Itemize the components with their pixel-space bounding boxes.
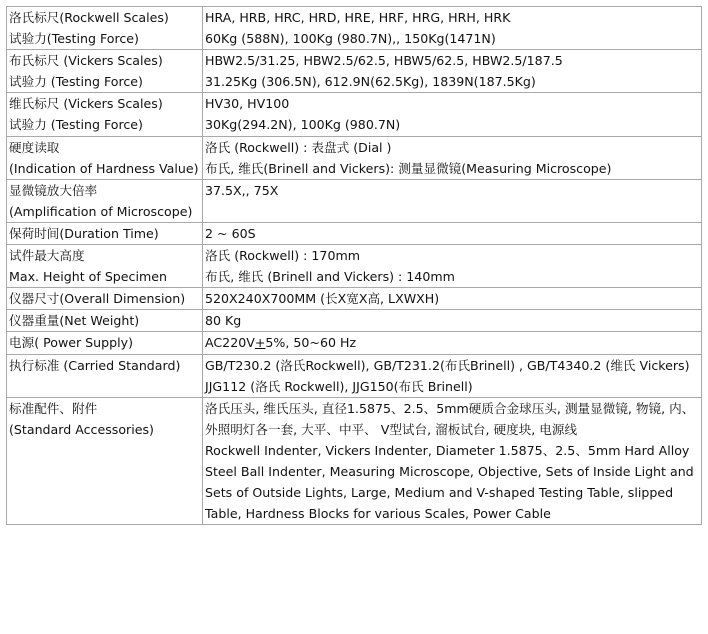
- row-value: [203, 93, 702, 136]
- row-label: [7, 310, 203, 332]
- label-line: 仪器尺寸(Overall Dimension): [9, 291, 186, 307]
- label-line: 电源( Power Supply): [9, 335, 134, 351]
- label-line: (Indication of Hardness Value): [9, 160, 199, 176]
- label-line: 仪器重量(Net Weight): [9, 313, 140, 329]
- value-line: 30Kg(294.2N), 100Kg (980.7N): [205, 117, 401, 133]
- row-label: [7, 93, 203, 136]
- value-line: HRA, HRB, HRC, HRD, HRE, HRF, HRG, HRH, HRK: [205, 10, 511, 25]
- row-label: [7, 7, 203, 50]
- label-line: 硬度读取: [9, 139, 60, 155]
- value-line: 布氏, 维氏(Brinell and Vickers): 测量显微镜(Measuring Microscope): [205, 160, 612, 176]
- table-row-rockwell-scales: [7, 7, 702, 50]
- row-label: [7, 179, 203, 222]
- value-line: 31.25Kg (306.5N), 612.9N(62.5Kg), 1839N(187.5Kg): [205, 74, 536, 90]
- label-line: 维氏标尺 (Vickers Scales): [9, 96, 163, 112]
- row-label: [7, 288, 203, 310]
- value-line: 80 Kg: [205, 313, 242, 329]
- row-value: [203, 354, 702, 397]
- row-value: [203, 288, 702, 310]
- value-line: [205, 332, 699, 353]
- table-row-microscope-amplification: [7, 179, 702, 222]
- value-line: 洛氏压头, 维氏压头, 直径1.5875、2.5、5mm硬质合金球压头, 测量显微镜, 物镜, 内、外照明灯各一套, 大平、中平、 V型试台, 溜板试台, 硬度块, 电源线: [205, 400, 695, 437]
- table-row-carried-standard: [7, 354, 702, 397]
- label-line: 试件最大高度: [9, 248, 85, 264]
- table-row-vickers-scales: [7, 93, 702, 136]
- label-line: Max. Height of Specimen: [9, 269, 167, 285]
- row-value: [203, 179, 702, 222]
- value-line: 520X240X700MM (长X宽X高, LXWXH): [205, 291, 440, 307]
- label-line: 显微镜放大倍率: [9, 182, 98, 198]
- table-row-net-weight: [7, 310, 702, 332]
- label-line: (Amplification of Microscope): [9, 203, 193, 219]
- label-line: 试验力 (Testing Force): [9, 117, 143, 133]
- row-label: [7, 222, 203, 244]
- row-value: [203, 222, 702, 244]
- label-line: 标准配件、附件: [9, 400, 98, 416]
- row-label: [7, 50, 203, 93]
- value-line: HBW2.5/31.25, HBW2.5/62.5, HBW5/62.5, HBW2.5/187.5: [205, 53, 563, 69]
- spec-sheet: [6, 6, 701, 525]
- table-row-overall-dimension: [7, 288, 702, 310]
- value-line: GB/T230.2 (洛氏Rockwell), GB/T231.2(布氏Brinell) , GB/T4340.2 (维氏 Vickers): [205, 357, 690, 373]
- table-row-hardness-indication: [7, 136, 702, 179]
- row-value: [203, 397, 702, 525]
- row-label: [7, 397, 203, 525]
- table-row-duration-time: [7, 222, 702, 244]
- row-value: [203, 7, 702, 50]
- power-prefix: AC220V: [205, 335, 255, 351]
- value-line: HV30, HV100: [205, 96, 290, 112]
- label-line: (Standard Accessories): [9, 421, 154, 437]
- table-row-standard-accessories: [7, 397, 702, 525]
- value-line: 布氏, 维氏 (Brinell and Vickers) : 140mm: [205, 269, 455, 285]
- value-line: 37.5X,, 75X: [205, 182, 279, 198]
- row-label: [7, 354, 203, 397]
- value-line: 60Kg (588N), 100Kg (980.7N),, 150Kg(1471N): [205, 31, 496, 47]
- row-value: [203, 136, 702, 179]
- row-value: [203, 50, 702, 93]
- row-value: [203, 245, 702, 288]
- label-line: 执行标准 (Carried Standard): [9, 357, 181, 373]
- label-line: 试验力(Testing Force): [9, 31, 139, 47]
- plus-minus-sign: +: [254, 335, 266, 351]
- specifications-table: [6, 6, 702, 525]
- value-line: JJG112 (洛氏 Rockwell), JJG150(布氏 Brinell): [205, 378, 473, 394]
- table-row-brinell-scales: [7, 50, 702, 93]
- value-line: 洛氏 (Rockwell) : 170mm: [205, 248, 360, 264]
- row-value: [203, 310, 702, 332]
- row-value: [203, 332, 702, 354]
- table-row-max-specimen-height: [7, 245, 702, 288]
- row-label: [7, 245, 203, 288]
- row-label: [7, 136, 203, 179]
- value-line: Rockwell Indenter, Vickers Indenter, Diameter 1.5875、2.5、5mm Hard Alloy Steel Ball Indenter, Measuring Microscope, Objective, Sets of Inside Light and Sets of Outside Lights, Large, Medium and V-shaped Testing Table, slipped Table, Hardness Blocks for various Scales, Power Cable: [205, 442, 694, 522]
- label-line: 布氏标尺 (Vickers Scales): [9, 53, 163, 69]
- label-line: 保荷时间(Duration Time): [9, 225, 159, 241]
- power-suffix: 5%, 50~60 Hz: [265, 335, 357, 351]
- value-line: 洛氏 (Rockwell) : 表盘式 (Dial ): [205, 139, 392, 155]
- label-line: 试验力 (Testing Force): [9, 74, 143, 90]
- row-label: [7, 332, 203, 354]
- table-row-power-supply: [7, 332, 702, 354]
- label-line: 洛氏标尺(Rockwell Scales): [9, 10, 169, 25]
- value-line: 2 ~ 60S: [205, 225, 256, 241]
